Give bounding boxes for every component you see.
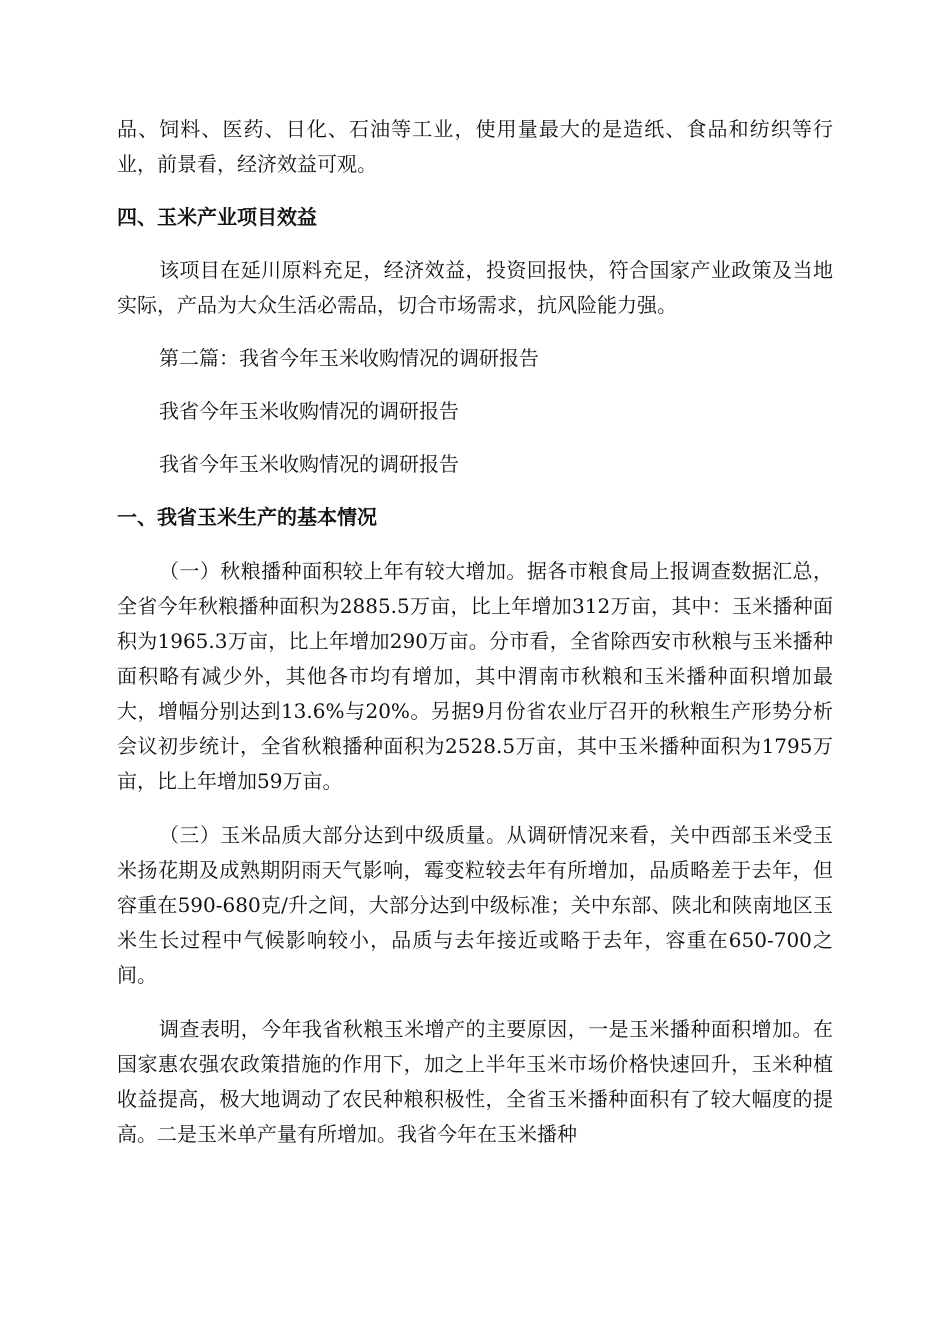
paragraph-second-article-title: 第二篇：我省今年玉米收购情况的调研报告 <box>159 346 539 370</box>
paragraph-survey-findings: 调查表明，今年我省秋粮玉米增产的主要原因，一是玉米播种面积增加。在国家惠农强农政策措施的作用下，加之上半年玉米市场价格快速回升，玉米种植收益提高，极大地调动了农民种粮积极性，全省玉米播种面积有了较大幅度的提高。二是玉米单产量有所增加。我省今年在玉米播种 <box>117 1017 833 1146</box>
paragraph-planting-area: （一）秋粮播种面积较上年有较大增加。据各市粮食局上报调查数据汇总，全省今年秋粮播种面积为2885.5万亩，比上年增加312万亩，其中：玉米播种面积为1965.3万亩，比上年增加290万亩。分市看，全省除西安市秋粮与玉米播种面积略有减少外，其他各市均有增加，其中渭南市秋粮和玉米播种面积增加最大，增幅分别达到13.6%与20%。另据9月份省农业厅召开的秋粮生产形势分析会议初步统计，全省秋粮播种面积为2528.5万亩，其中玉米播种面积为1795万亩，比上年增加59万亩。 <box>117 559 833 793</box>
paragraph-corn-quality: （三）玉米品质大部分达到中级质量。从调研情况来看，关中西部玉米受玉米扬花期及成熟期阴雨天气影响，霉变粒较去年有所增加，品质略差于去年，但容重在590-680克/升之间，大部分达到中级标准；关中东部、陕北和陕南地区玉米生长过程中气候影响较小，品质与去年接近或略于去年，容重在650-700之间。 <box>117 823 833 987</box>
section-heading-project-benefits: 四、玉米产业项目效益 <box>117 205 317 229</box>
paragraph-report-title-repeat: 我省今年玉米收购情况的调研报告 <box>159 452 459 476</box>
section-heading-production-overview: 一、我省玉米生产的基本情况 <box>117 505 377 529</box>
document-body <box>117 112 833 1152</box>
paragraph-industry-uses: 品、饲料、医药、日化、石油等工业，使用量最大的是造纸、食品和纺织等行业，前景看，经济效益可观。 <box>117 117 833 176</box>
paragraph-project-summary: 该项目在延川原料充足，经济效益，投资回报快，符合国家产业政策及当地实际，产品为大众生活必需品，切合市场需求，抗风险能力强。 <box>117 258 833 317</box>
paragraph-report-title: 我省今年玉米收购情况的调研报告 <box>159 399 459 423</box>
